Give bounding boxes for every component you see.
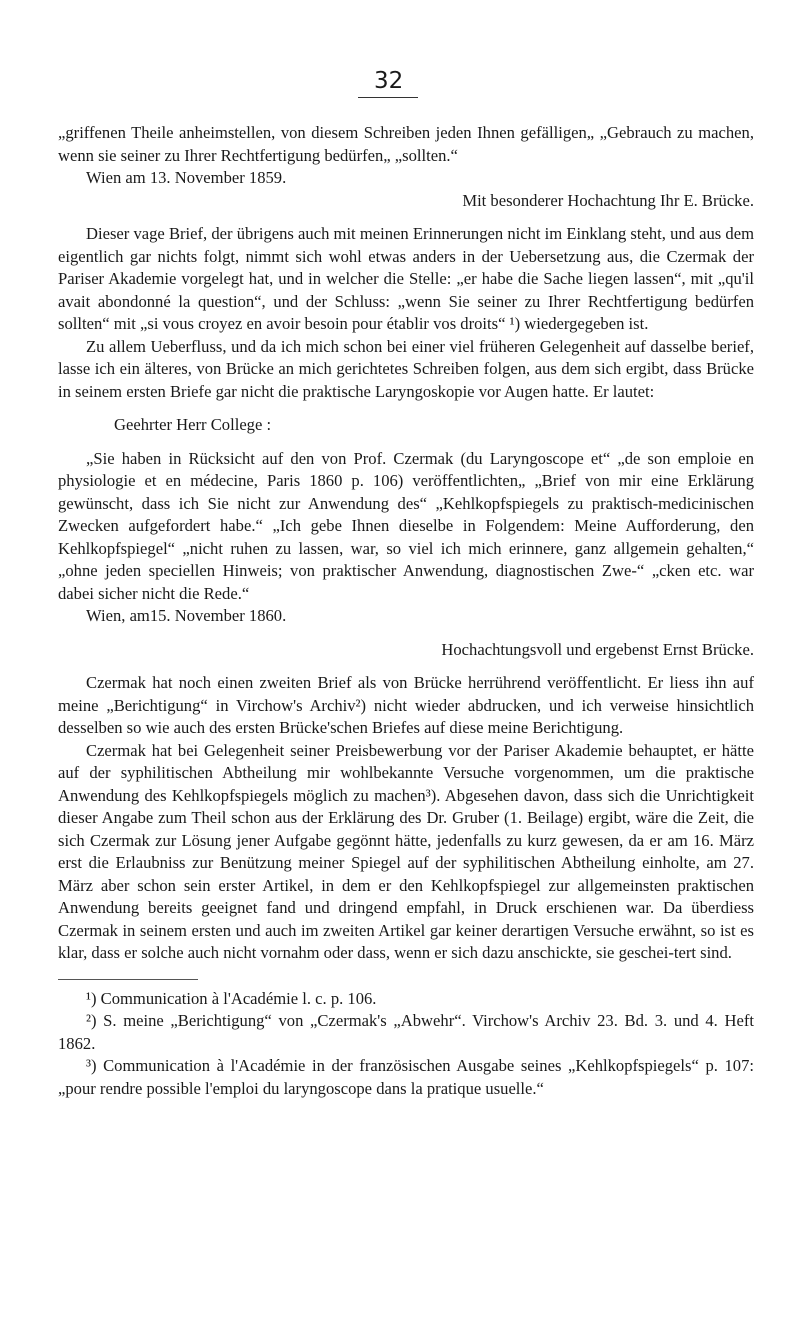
letter-signature: Mit besonderer Hochachtung Ihr E. Brücke. bbox=[462, 190, 754, 210]
letter-date: Wien am 13. November 1859. bbox=[86, 168, 287, 187]
footnote-2: ²) S. meine „Berichtigung“ von „Czermak's „Abwehr“. Virchow's Archiv 23. Bd. 3. und 4. Heft 1862. bbox=[58, 1011, 754, 1053]
footnote-3: ³) Communication à l'Académie in der französischen Ausgabe seines „Kehlkopfspiegels“ p. 107: „pour rendre possible l'emploi du laryngoscope dans la pratique usuelle.“ bbox=[58, 1056, 754, 1098]
footnote-rule bbox=[58, 979, 198, 980]
letter-salutation: Geehrter Herr College : bbox=[114, 415, 272, 434]
letter-signature-2: Hochachtungsvoll und ergebenst Ernst Brücke. bbox=[441, 639, 754, 659]
paragraph-intro-letter: Zu allem Ueberfluss, und da ich mich schon bei einer viel früheren Gelegenheit auf dasselbe berief, lasse ich ein älteres, von Brücke an mich gerichtetes Schreiben folgen, aus dem sich ergibt, dass Brücke in seinem ersten Briefe gar nicht die praktische Laryngoskopie vor Augen hatte. Er lautet: bbox=[58, 336, 754, 401]
paragraph-commentary: Dieser vage Brief, der übrigens auch mit meinen Erinnerungen nicht im Einklang steht, und aus dem eigentlich gar nichts folgt, nimmt sich wohl etwas anders in der Uebersetzung aus, die Czermak der Pariser Akademie vorgelegt hat, und in welcher die Stelle: „er habe die Sache liegen lassen“, mit „qu'il avait abondonné la question“, und der Schluss: „wenn Sie seiner zu Ihrer Rechtfertigung bedürfen sollten“ mit „si vous croyez en avoir besoin pour établir vos droits“ ¹) wiedergegeben ist. bbox=[58, 224, 754, 333]
letter-body: „Sie haben in Rücksicht auf den von Prof. Czermak (du Laryngoscope et“ „de son emploie en physiologie et en médecine, Paris 1860 p. 106) veröffentlichten„ „Brief von mir eine Erklärung gewünscht, dass ich Sie nicht zur Anwendung des“ „Kehlkopfspiegels zu praktisch-medicinischen Zwecken aufgefordert habe.“ „Ich gebe Ihnen dieselbe in Folgendem: Meine Aufforderung, den Kehlkopfspiegel“ „nicht ruhen zu lassen, war, so viel ich mich erinnere, ganz allgemein gehalten,“ „ohne jeden speciellen Hinweis; von praktischer Anwendung, diagnostischen Zwe-“ „cken etc. war dabei sicher nicht die Rede.“ bbox=[58, 448, 754, 603]
page-number: 32 bbox=[374, 68, 404, 94]
paragraph-preisbewerbung: Czermak hat bei Gelegenheit seiner Preisbewerbung vor der Pariser Akademie behauptet, er hätte auf der syphilitischen Abtheilung mir wohlbekannte Versuche vorgenommen, um die praktische Anwendung des Kehlkopfspiegels möglich zu machen³). Abgesehen davon, dass sich die Unrichtigkeit dieser Angabe zum Theil schon aus der Erklärung des Dr. Gruber (1. Beilage) ergibt, wäre die Zeit, die sich Czermak zur Lösung jener Aufgabe gegönnt hätte, jedenfalls zu kurz gewesen, da er am 16. März erst die Erlaubniss zur Benützung meiner Spiegel auf der syphilitischen Abtheilung einholte, am 27. März aber schon sein erster Artikel, in dem er den Kehlkopfspiegel zur allgemeinsten praktischen Anwendung bereits geeignet fand und dringend empfahl, in Druck erschienen war. Da überdiess Czermak in seinem ersten und auch im zweiten Artikel gar keiner derartigen Versuche erwähnt, so ist es klar, dass er solche auch nicht vornahm oder dass, wenn er sich dazu anschickte, sie geschei-tert sind. bbox=[58, 740, 754, 962]
letter-date-2: Wien, am15. November 1860. bbox=[86, 606, 287, 625]
footnote-1: ¹) Communication à l'Académie l. c. p. 106. bbox=[86, 988, 377, 1008]
paragraph-second-letter: Czermak hat noch einen zweiten Brief als von Brücke herrührend veröffentlicht. Er liess ihn auf meine „Berichtigung“ in Virchow's Archiv²) nicht wieder abdrucken, und ich verweise hinsichtlich desselben so wie auch des ersten Brücke'schen Briefes auf diese meine Berichtigung. bbox=[58, 673, 754, 737]
body-text bbox=[58, 122, 754, 1100]
paragraph-letter-ending: „griffenen Theile anheimstellen, von diesem Schreiben jeden Ihnen gefälligen„ „Gebrauch zu machen, wenn sie seiner zu Ihrer Rechtfertigung bedürfen„ „sollten.“ bbox=[58, 123, 754, 165]
page-number-rule bbox=[358, 97, 418, 98]
